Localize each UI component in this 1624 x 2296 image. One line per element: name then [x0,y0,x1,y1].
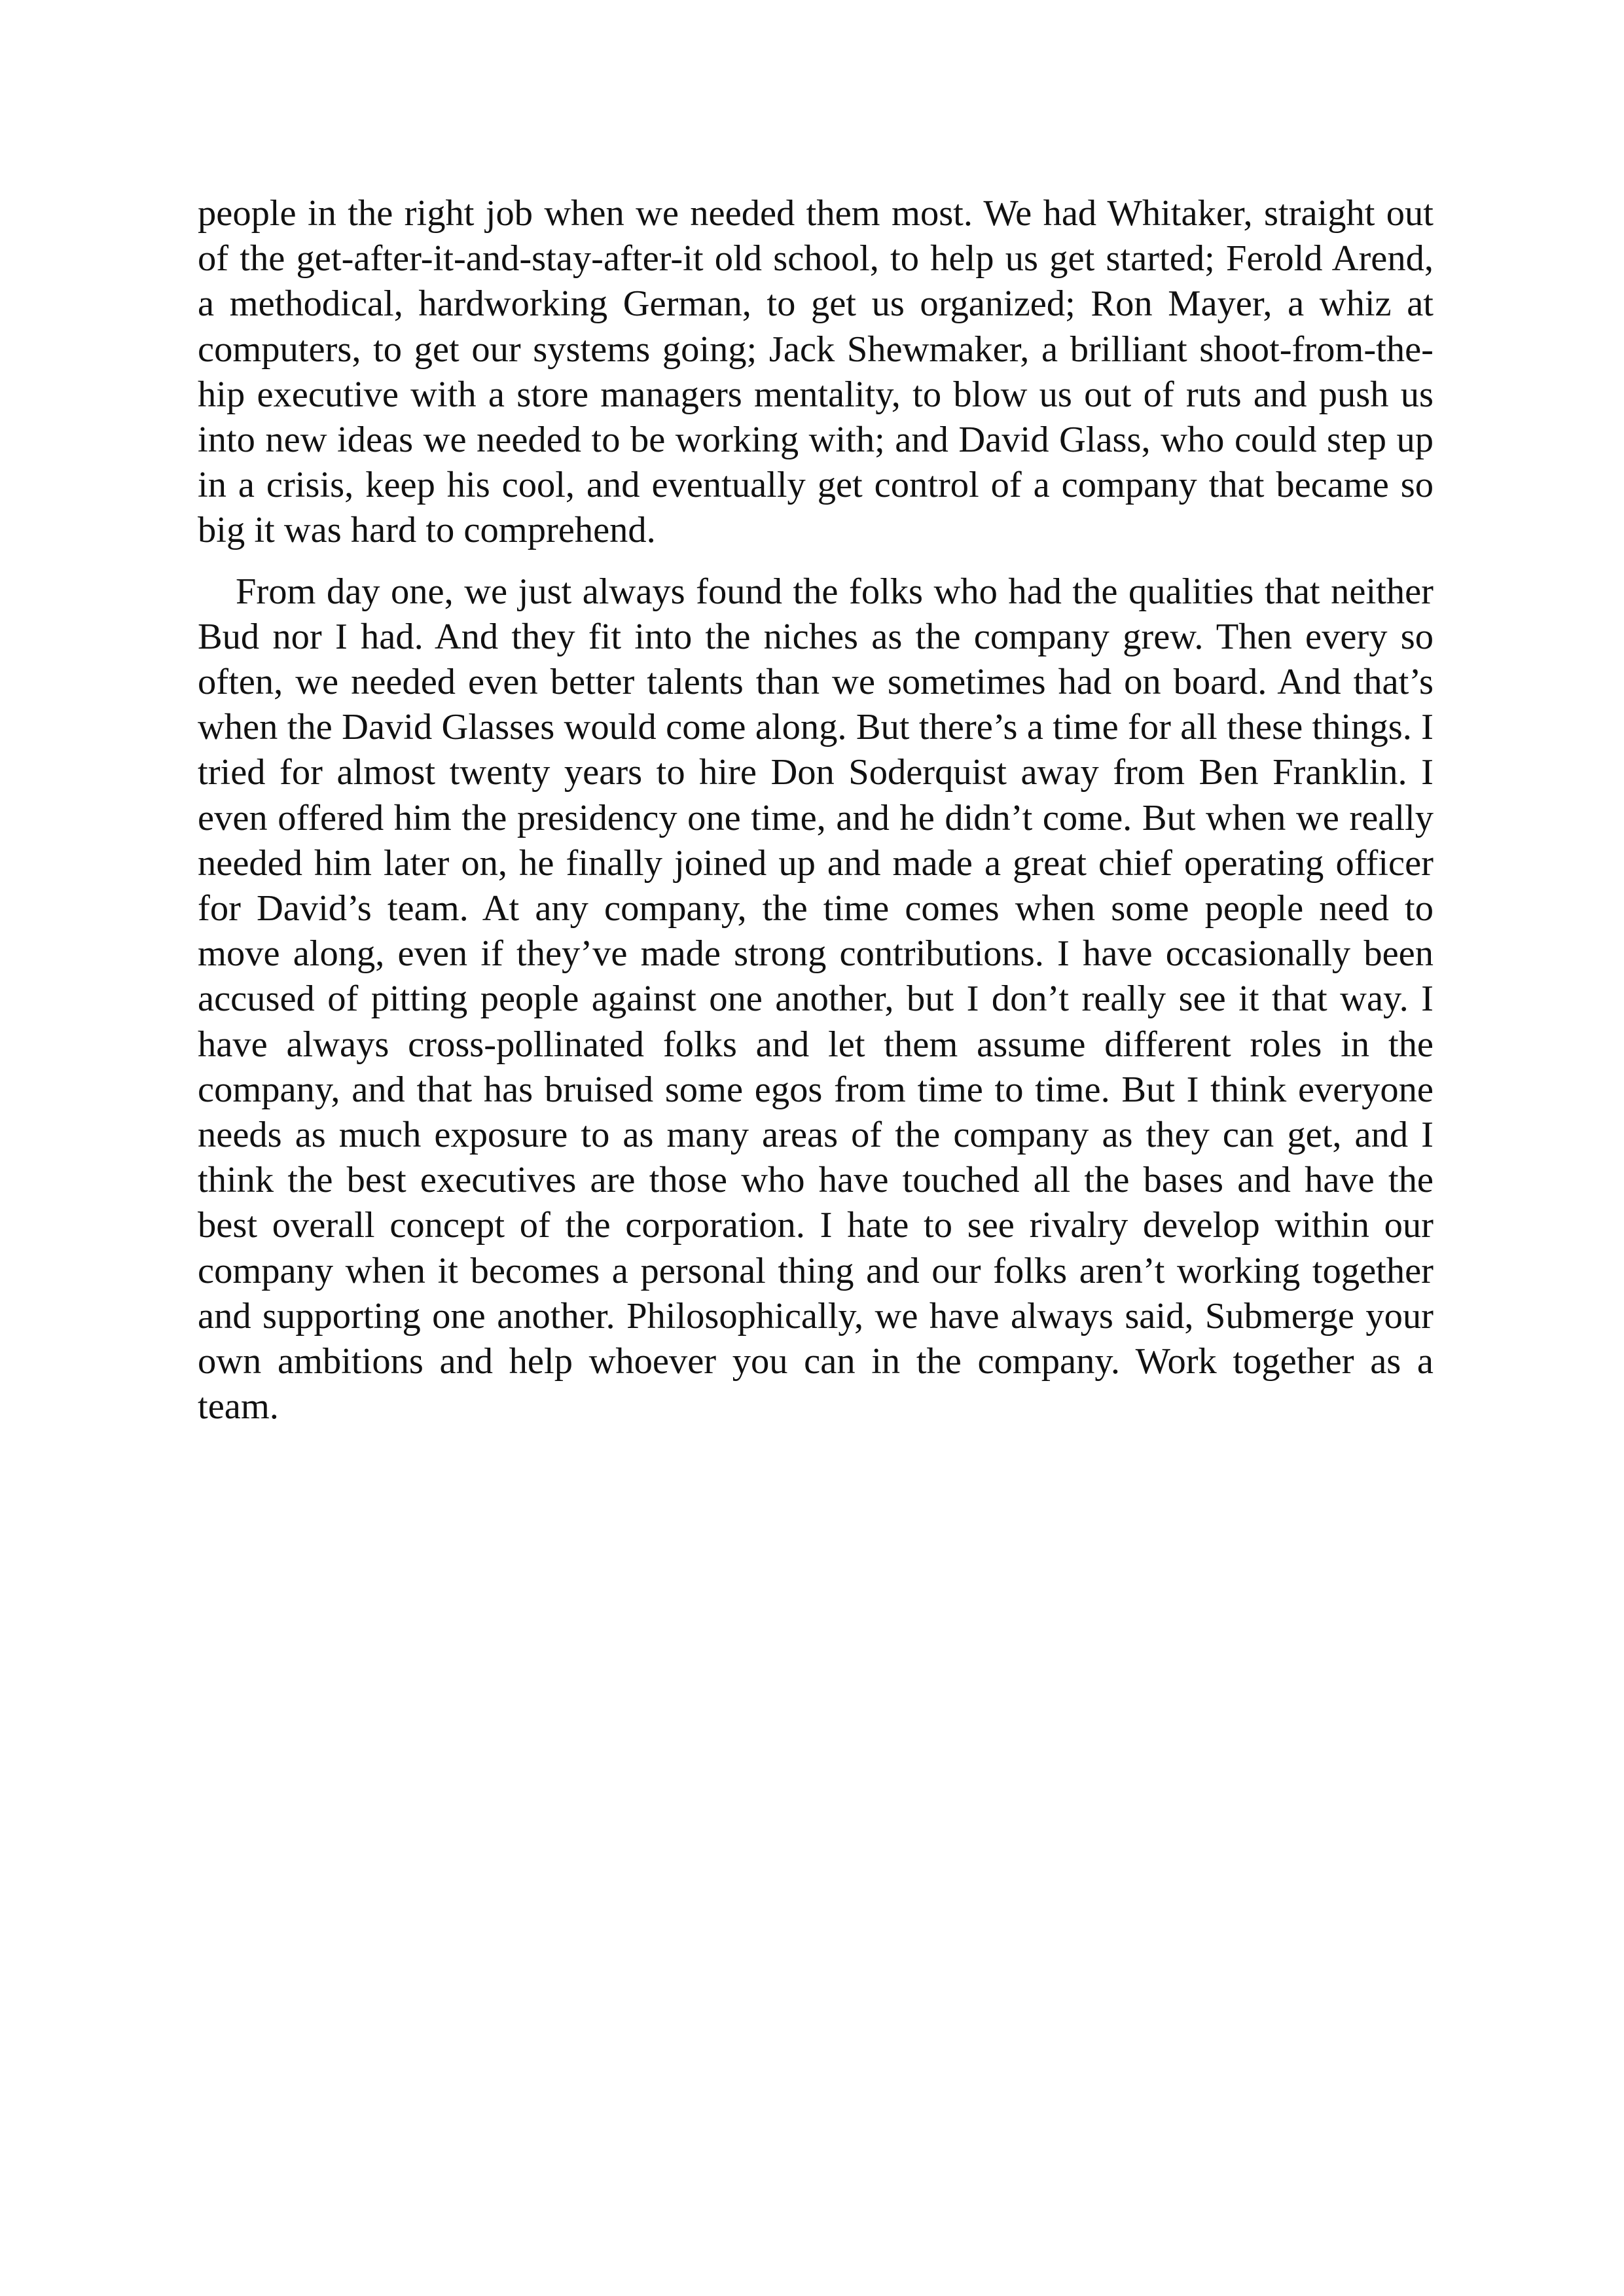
body-text [198,191,1434,1429]
paragraph-continued: people in the right job when we needed them most. We had Whitaker, straight out of the get-after-it-and-stay-after-it old school, to help us get started; Ferold Arend, a methodical, hardworking German, to get us organized; Ron Mayer, a whiz at computers, to get our systems going; Jack Shewmaker, a brilliant shoot-from-the-hip executive with a store managers mentality, to blow us out of ruts and push us into new ideas we needed to be working with; and David Glass, who could step up in a crisis, keep his cool, and eventually get control of a company that became so big it was hard to comprehend. [198,193,1434,551]
paragraph-from-day-one: From day one, we just always found the folks who had the qualities that neither Bud nor I had. And they fit into the niches as the company grew. Then every so often, we needed even better talents than we sometimes had on board. And that’s when the David Glasses would come along. But there’s a time for all these things. I tried for almost twenty years to hire Don Soderquist away from Ben Franklin. I even offered him the presidency one time, and he didn’t come. But when we really needed him later on, he finally joined up and made a great chief operating officer for David’s team. At any company, the time comes when some people need to move along, even if they’ve made strong contributions. I have occasionally been accused of pitting people against one another, but I don’t really see it that way. I have always cross-pollinated folks and let them assume different roles in the company, and that has bruised some egos from time to time. But I think everyone needs as much exposure to as many areas of the company as they can get, and I think the best executives are those who have touched all the bases and have the best overall concept of the corporation. I hate to see rivalry develop within our company when it becomes a personal thing and our folks aren’t working together and supporting one another. Philosophically, we have always said, Submerge your own ambitions and help whoever you can in the company. Work together as a team. [198,571,1434,1427]
